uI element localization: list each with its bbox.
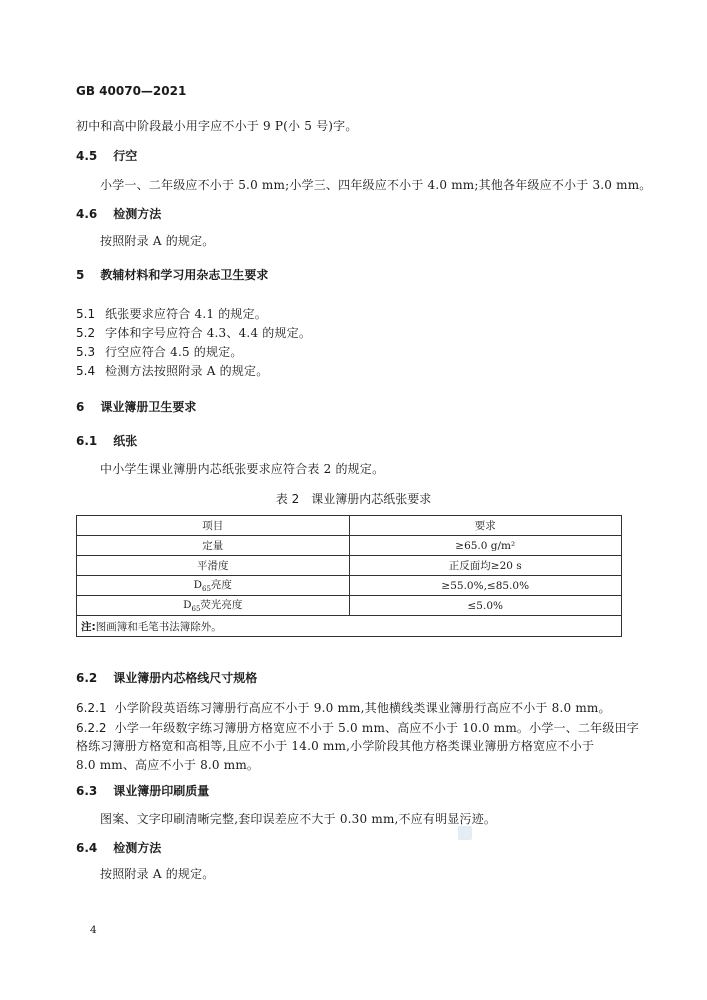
cell-item: 平滑度 [77,556,350,576]
table-row [77,556,622,576]
cell-item: 定量 [77,536,350,556]
cell-requirement: ≥65.0 g/m² [349,536,622,556]
section-4-5-body: 小学一、二年级应不小于 5.0 mm;小学三、四年级应不小于 4.0 mm;其他各年级应不小于 3.0 mm。 [100,178,652,192]
item-text: 字体和字号应符合 4.3、4.4 的规定。 [105,326,312,340]
table-caption: 表 2 课业簿册内芯纸张要求 [275,492,432,506]
table-row [77,596,622,616]
item-text: 检测方法按照附录 A 的规定。 [105,364,269,378]
clause-number: 6.2.1 [76,701,107,715]
column-header-requirement: 要求 [349,516,622,536]
section-6-4-heading [76,839,161,856]
section-number: 4.5 [76,149,98,163]
section-title: 检测方法 [113,841,162,855]
section-6-1-heading [76,432,137,449]
item-text: 纸张要求应符合 4.1 的规定。 [105,307,268,321]
section-6-2-heading [76,669,257,686]
intro-line: 初中和高中阶段最小用字应不小于 9 P(小 5 号)字。 [76,119,358,133]
section-number: 6 [76,400,85,414]
note-text: 图画簿和毛笔书法簿除外。 [95,620,222,633]
section-5-item [76,303,267,322]
section-6-1-body: 中小学生课业簿册内芯纸张要求应符合表 2 的规定。 [100,462,385,476]
section-5-item [76,360,268,379]
section-4-5-heading [76,147,137,164]
table-note-row [77,616,622,637]
watermark-mark [458,826,472,840]
page-number: 4 [90,924,97,936]
item-number: 5.4 [76,364,96,378]
section-6-3-heading [76,782,209,799]
clause-6-2-2 [76,717,639,736]
section-6-3-body: 图案、文字印刷清晰完整,套印误差应不大于 0.30 mm,不应有明显污迹。 [100,812,497,826]
section-number: 6.2 [76,671,98,685]
section-number: 4.6 [76,207,98,221]
section-5-item [76,322,311,341]
section-title: 检测方法 [113,207,162,221]
clause-text-line: 8.0 mm、高应不小于 8.0 mm。 [76,758,260,772]
section-5-item [76,341,243,360]
section-number: 6.1 [76,434,98,448]
section-title: 纸张 [113,434,138,448]
clause-number: 6.2.2 [76,721,107,735]
cell-requirement: ≥55.0%,≤85.0% [349,576,622,596]
table-header-row [77,516,622,536]
item-number: 5.3 [76,345,96,359]
item-text: 行空应符合 4.5 的规定。 [105,345,243,359]
paper-requirements-table [76,515,622,637]
clause-text-line: 格练习簿册方格宽和高相等,且应不小于 14.0 mm,小学阶段其他方格类课业簿册方格宽应不小于 [76,739,595,753]
section-6-heading [76,398,196,415]
cell-requirement: ≤5.0% [349,596,622,616]
column-header-item: 项目 [77,516,350,536]
section-title: 课业簿册内芯格线尺寸规格 [113,671,258,685]
section-number: 5 [76,268,85,282]
section-6-4-body: 按照附录 A 的规定。 [100,867,215,881]
section-title: 课业簿册卫生要求 [100,400,197,414]
item-number: 5.1 [76,307,96,321]
section-title: 教辅材料和学习用杂志卫生要求 [100,268,269,282]
cell-item: $D_{65}$亮度 [77,576,350,596]
clause-6-2-1 [76,697,611,716]
section-4-6-body: 按照附录 A 的规定。 [100,234,215,248]
clause-text: 小学阶段英语练习簿册行高应不小于 9.0 mm,其他横线类课业簿册行高应不小于 8.0 mm。 [114,701,611,715]
section-number: 6.4 [76,841,98,855]
cell-requirement: 正反面均≥20 s [349,556,622,576]
table-row [77,576,622,596]
clause-text-line: 小学一年级数字练习簿册方格宽应不小于 5.0 mm、高应不小于 10.0 mm。小学一、二年级田字 [114,721,639,735]
note-label: 注: [81,620,96,633]
section-number: 6.3 [76,784,98,798]
section-5-heading [76,266,268,283]
table-note [77,616,622,637]
item-number: 5.2 [76,326,96,340]
section-title: 行空 [113,149,138,163]
standard-code: GB 40070—2021 [76,84,187,98]
section-title: 课业簿册印刷质量 [113,784,210,798]
section-4-6-heading [76,205,161,222]
table-row [77,536,622,556]
cell-item: $D_{65}$荧光亮度 [77,596,350,616]
